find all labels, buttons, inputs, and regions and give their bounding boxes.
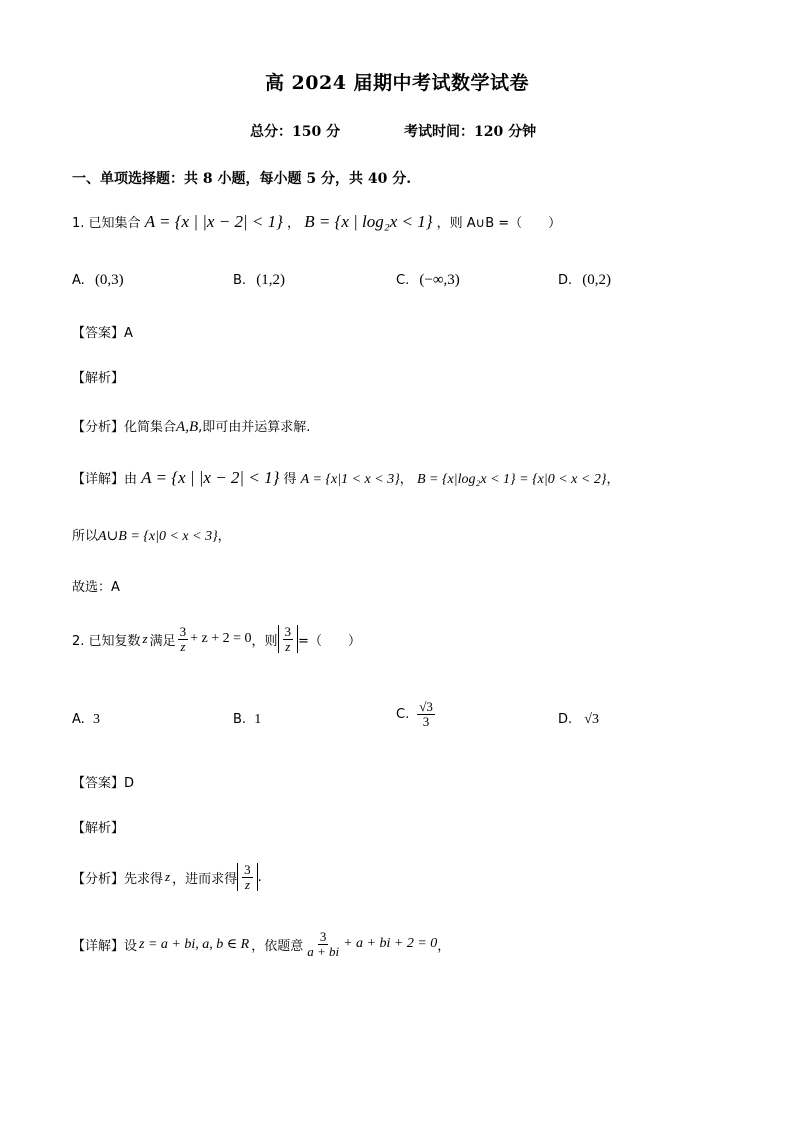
- q2-then: ，则: [251, 633, 278, 649]
- frac-den: z: [244, 876, 250, 892]
- fenxi-tag: 【分析】: [72, 420, 125, 435]
- q1-answer: [72, 322, 133, 341]
- q2-fraction: [178, 625, 189, 653]
- section-heading: 一、单项选择题：共 8 小题，每小题 5 分，共 40 分.: [72, 171, 412, 187]
- q2-option-a: [72, 712, 100, 728]
- fenxi-text: 化简集合: [124, 420, 177, 435]
- page-title: 高 2024 届期中考试数学试卷: [264, 72, 530, 94]
- option-label: C.: [396, 273, 410, 288]
- detail-text: 由: [124, 472, 138, 487]
- fenxi-tag: 【分析】: [72, 871, 125, 887]
- detail-sep: ，: [606, 472, 620, 487]
- detail-math-a2: A = {x|1 < x < 3}: [300, 472, 400, 487]
- total-score: 总分：150 分: [250, 124, 341, 140]
- q1-option-b: [233, 272, 285, 289]
- option-label: D.: [558, 273, 573, 288]
- detail-text: ，依题意: [251, 938, 304, 954]
- option-value: √3: [584, 712, 599, 727]
- q1-fenxi: [72, 416, 310, 436]
- frac-num: 3: [179, 624, 187, 639]
- frac-num: 3: [244, 862, 251, 877]
- option-label: A.: [72, 273, 85, 288]
- answer-value: A: [124, 326, 133, 341]
- frac-den: 3: [422, 713, 430, 729]
- detail-tag: 【详解】: [72, 472, 125, 487]
- fenxi-fraction: [242, 863, 253, 891]
- q2-option-d: [558, 712, 599, 728]
- option-label: B.: [233, 712, 247, 727]
- detail-sep: ，: [399, 472, 413, 487]
- frac-num: 3: [319, 929, 327, 944]
- detail-text: 设: [124, 938, 138, 954]
- q1-option-c: [396, 272, 460, 289]
- q2-eq-rest: + z + 2 = 0: [190, 631, 252, 647]
- so-sep: ，: [217, 529, 231, 544]
- detail-math-rest: + a + bi + 2 = 0: [343, 936, 438, 952]
- option-value: 1: [254, 712, 262, 727]
- frac-num: 3: [284, 624, 292, 639]
- option-value: (0,3): [94, 272, 124, 288]
- detail-math: z = a + bi, a, b ∈ R: [139, 936, 250, 952]
- q1-set-a: A = {x | |x − 2| < 1}: [144, 212, 283, 231]
- detail-tag: 【详解】: [72, 938, 125, 954]
- fenxi-math: z: [165, 869, 171, 885]
- q1-suffix: ，则 A∪B =（ ）: [436, 216, 562, 231]
- q2-answer: [72, 772, 134, 791]
- option-value: 3: [92, 712, 100, 727]
- frac-num: √3: [419, 699, 433, 714]
- answer-tag: 【答案】: [72, 326, 125, 341]
- detail-end: ，: [437, 938, 451, 954]
- q1-so: [72, 525, 231, 545]
- q2-abs-fraction: [283, 625, 294, 653]
- frac-den: a + bi: [307, 943, 340, 959]
- detail-math-a: A = {x | |x − 2| < 1}: [141, 468, 280, 487]
- option-value: (−∞,3): [419, 272, 460, 288]
- q2-option-c: [396, 700, 437, 728]
- frac-den: z: [180, 638, 186, 654]
- fenxi-math: A,B: [176, 419, 199, 435]
- fenxi-end: .: [257, 869, 262, 885]
- q1-detail: [72, 468, 619, 488]
- option-value: (1,2): [256, 272, 285, 288]
- detail-text: 得: [283, 472, 297, 487]
- option-label: A.: [72, 712, 85, 727]
- fenxi-abs: [237, 863, 258, 891]
- option-label: D.: [558, 712, 573, 727]
- so-text: 所以: [72, 529, 99, 544]
- so-math: A∪B = {x|0 < x < 3}: [98, 529, 218, 544]
- detail-math-b: B = {x|log₂x < 1} = {x|0 < x < 2}: [416, 472, 607, 487]
- q2-fenxi: [72, 863, 262, 891]
- option-value: (0,2): [582, 272, 612, 288]
- q2-prefix: 2. 已知复数: [72, 633, 141, 649]
- q2-abs: [278, 625, 299, 653]
- q2-stem: [72, 625, 361, 653]
- detail-fraction: [305, 930, 341, 958]
- q1-set-b: B = {x | log₂x < 1}: [304, 212, 433, 231]
- q1-option-d: [558, 272, 611, 289]
- option-label: C.: [396, 706, 410, 722]
- fenxi-text-end: ,即可由并运算求解.: [198, 420, 311, 435]
- q1-option-a: [72, 272, 124, 289]
- answer-value: D: [124, 776, 135, 791]
- q1-sep: ，: [287, 216, 301, 231]
- q2-analysis-tag: 【解析】: [72, 821, 125, 836]
- fenxi-text: ，进而求得: [172, 871, 238, 887]
- frac-den: z: [285, 638, 291, 654]
- q2-var: z: [142, 631, 148, 647]
- q1-stem: [72, 212, 561, 232]
- q2-mid: 满足: [149, 633, 176, 649]
- q2-option-b: [233, 712, 261, 728]
- option-fraction: [417, 700, 435, 728]
- option-label: B.: [233, 273, 247, 288]
- q1-analysis-tag: 【解析】: [72, 371, 125, 386]
- q2-detail: [72, 930, 450, 958]
- answer-tag: 【答案】: [72, 776, 125, 791]
- fenxi-text: 先求得: [124, 871, 164, 887]
- q1-choose: 故选：A: [72, 580, 120, 595]
- q1-prefix: 1. 已知集合: [72, 216, 141, 231]
- exam-time: 考试时间：120 分钟: [404, 124, 537, 140]
- q2-suffix: =（ ）: [298, 633, 361, 649]
